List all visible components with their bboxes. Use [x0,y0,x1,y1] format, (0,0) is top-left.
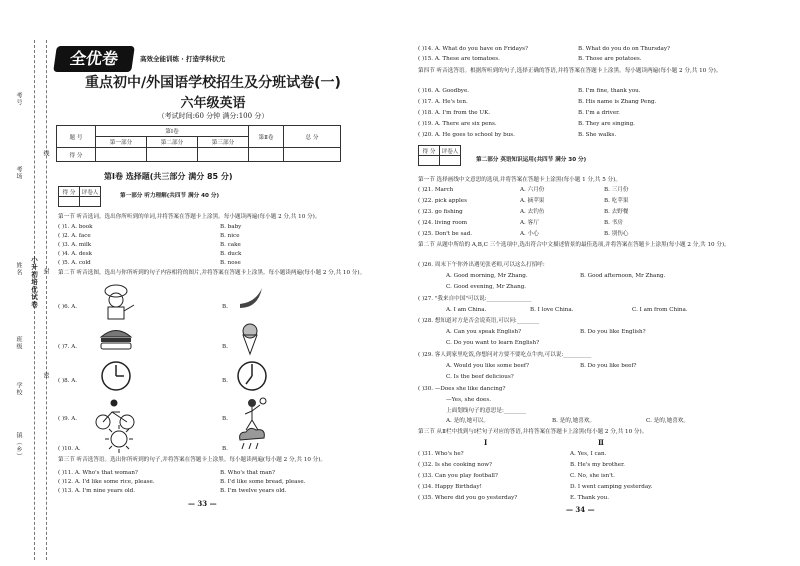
cut-mark-secret: 密 [42,372,49,379]
q30-c: C. 是的,她喜欢。 [646,418,689,424]
q26-stem: ( )26. 周末下午你外出遇见张老师,可以这么打招呼: [418,262,545,268]
exam-time-info: （考试时间:60 分钟 满分:100 分） [157,112,269,120]
score-cell[interactable] [147,148,198,162]
q25-b: B. 别伤心 [604,231,629,237]
q30-reply: —Yes, she does. [446,397,492,403]
cut-mark-seal: 封 [42,268,49,275]
binding-label-school: 学校 [15,382,22,396]
scorer-label-grader: 评卷人 [80,187,101,197]
q25-a: A. 小心 [520,231,539,237]
scorer-box-left [58,186,101,207]
p2-section1-instructions: 第一节 选择画线中文意思的选项,并将答案在答题卡上涂黑(每小题 1 分,共 5 分)。 [418,177,621,183]
q8-label: ( )8. A. [58,378,78,384]
column-head-1: Ⅰ [484,438,488,447]
q32-i: ( )32. Is she cooking now? [418,462,493,468]
q23-stem: ( )23. go fishing [418,209,463,215]
section1-instructions: 第一节 听音选词。选出你所听到的单词,并将答案在答题卡上涂黑。每小题读两遍(每小题 2 分,共 10 分)。 [58,214,321,220]
q28-a: A. Can you speak English? [446,329,522,335]
brand-logo: 全优卷 [53,46,135,72]
q11-a: ( )11. A. Who's that woman? [58,470,138,476]
q24-b: B. 书房 [604,220,623,226]
q7-b-label: B. [222,344,228,350]
score-head-vol1: 第Ⅰ卷 [96,126,249,137]
q22-a: A. 摘苹果 [520,198,545,204]
binding-label-exam-no: 考号 [15,92,22,106]
q31-i: ( )31. Who's he? [418,451,464,457]
q2-a: ( )2. A. face [58,233,91,239]
q27-a: A. I am China. [446,307,487,313]
q24-a: A. 客厅 [520,220,539,226]
q26-c: C. Good evening, Mr Zhang. [446,284,527,290]
q21-b: B. 三月份 [604,187,629,193]
q23-a: A. 去钓鱼 [520,209,545,215]
binding-label-class: 班级 [15,336,22,350]
q29-stem: ( )29. 客人到家里吃饭,你想问对方要不要吃点牛肉,可以说:__________ [418,352,592,358]
q4-b: B. duck [220,251,242,257]
q31-ii: A. Yes, I can. [570,451,607,457]
hamburger-picture [98,324,134,352]
q21-a: A. 六月份 [520,187,545,193]
section2-instructions: 第二节 听音选图。选出与你所听到的句子内容相符的图片,并将答案在答题卡上涂黑。每小题读两遍(每小题 2 分,共 10 分)。 [58,270,366,276]
score-table [56,125,341,162]
q22-b: B. 吃苹果 [604,198,629,204]
q35-i: ( )35. Where did you go yesterday? [418,495,518,501]
q29-a: A. Would you like some beef? [446,363,529,369]
q35-ii: E. Thank you. [570,495,609,501]
score-cell[interactable] [96,148,147,162]
q30-prompt: 上面划线句子的意思是:________ [446,408,527,414]
q16-a: ( )16. A. Goodbye. [418,88,470,94]
q8-b-label: B. [222,378,228,384]
page-number-left: — 33 — [188,499,217,508]
q26-a: A. Good morning, Mr Zhang. [446,273,528,279]
q5-b: B. nose [220,260,241,266]
q7-label: ( )7. A. [58,344,78,350]
q17-b: B. His name is Zhang Peng. [578,99,657,105]
chef-boy-picture [96,283,138,321]
section4-instructions: 第四节 听音选答语。根据所听到的句子,选择正确的答语,并将答案在答题卡上涂黑。每小题读两遍(每小题 2 分,共 10 分)。 [418,68,722,74]
q24-stem: ( )24. living room [418,220,468,226]
q32-ii: B. He's my brother. [570,462,625,468]
cut-mark-line: 线 [42,150,49,157]
brand-slogan: 高效全能训练 · 打造学科状元 [140,55,225,63]
q22-stem: ( )22. pick apples [418,198,467,204]
q14-b: B. What do you do on Thursday? [578,46,671,52]
p2-section3-instructions: 第三节 从Ⅱ栏中找到与Ⅰ栏句子对应的答语,并将答案在答题卡上涂黑(每小题 2 分,共 10 分)。 [418,429,648,435]
page-number-right: — 34 — [566,505,595,514]
score-part2: 第二部分 [147,137,198,148]
score-row-label: 得 分 [57,148,96,162]
score-cell[interactable] [249,148,284,162]
score-head-vol2: 第Ⅱ卷 [249,126,284,148]
q18-b: B. I'm a driver. [578,110,620,116]
rain-cloud-picture [234,426,270,454]
q4-a: ( )4. A. desk [58,251,93,257]
q6-label: ( )6. A. [58,304,78,310]
q9-b-label: B. [222,416,228,422]
q20-a: ( )20. A. He goes to school by bus. [418,132,515,138]
q18-a: ( )18. A. I'm from the UK. [418,110,491,116]
scorer-cell[interactable] [80,197,101,207]
q29-c: C. Is the beef delicious? [446,374,514,380]
q1-a: ( )1. A. book [58,224,93,230]
volume1-heading: 第Ⅰ卷 选择题(共三部分 满分 85 分) [104,172,233,181]
q30-stem: ( )30. —Does she like dancing? [418,386,506,392]
q21-stem: ( )21. March [418,187,454,193]
q25-stem: ( )25. Don't be sad. [418,231,473,237]
column-head-2: Ⅱ [598,438,604,447]
score-head-no: 题 号 [57,126,96,148]
score-part3: 第三部分 [198,137,249,148]
q1-b: B. baby [220,224,242,230]
exam-subject: 六年级英语 [180,96,246,111]
q16-b: B. I'm fine, thank you. [578,88,641,94]
q15-b: B. Those are potatoes. [578,56,642,62]
score-head-total: 总 分 [284,126,341,148]
scorer-box-right [418,145,461,166]
q20-b: B. She walks. [578,132,617,138]
binding-label-town: 镇（乡） [15,432,22,460]
clock-picture-a [100,360,132,392]
q28-stem: ( )28. 想知道对方是否会说英语,可以问:________ [418,318,540,324]
score-cell[interactable] [284,148,341,162]
q28-c: C. Do you want to learn English? [446,340,540,346]
q33-i: ( )33. Can you play football? [418,473,498,479]
scorer-label-score: 得 分 [419,146,440,156]
q27-c: C. I am from China. [632,307,688,313]
q3-b: B. cake [220,242,241,248]
q11-b: B. Who's that man? [220,470,276,476]
q27-stem: ( )27. "我来自中国"可以说:________________ [418,296,532,302]
q12-a: ( )12. A. I'd like some rice, please. [58,479,155,485]
clock-picture-b [236,360,268,392]
q9-label: ( )9. A. [58,416,78,422]
q12-b: B. I'd like some bread, please. [220,479,306,485]
q15-a: ( )15. A. These are tomatoes. [418,56,500,62]
q3-a: ( )3. A. milk [58,242,92,248]
score-part1: 第一部分 [96,137,147,148]
part1-heading: 第一部分 听力理解(共四节 满分 40 分) [120,193,219,199]
q27-b: B. I love China. [530,307,574,313]
q19-a: ( )19. A. There are six pens. [418,121,497,127]
q17-a: ( )17. A. He's ten. [418,99,468,105]
q29-b: B. Do you like beef? [580,363,637,369]
q33-ii: C. No, she isn't. [570,473,615,479]
exam-title: 重点初中/外国语学校招生及分班试卷(一) [85,75,341,91]
q30-a: A. 是的,她可以。 [446,418,489,424]
q23-b: B. 去野餐 [604,209,629,215]
q34-ii: D. I went camping yesterday. [570,484,653,490]
q30-b: B. 是的,她喜欢。 [552,418,596,424]
score-cell[interactable] [198,148,249,162]
binding-label-name: 姓名 [15,262,22,276]
q5-a: ( )5. A. cold [58,260,91,266]
scorer-cell[interactable] [59,197,80,207]
q2-b: B. nice [220,233,240,239]
q6-b-label: B. [222,304,228,310]
section3-instructions: 第三节 听音选答语。选出你所听到的句子,并将答案在答题卡上涂黑。每小题读两遍(每小题 2 分,共 10 分)。 [58,457,327,463]
q14-a: ( )14. A. What do you have on Fridays? [418,46,528,52]
binding-label-room: 考场 [15,166,22,180]
sun-picture [104,424,134,454]
scorer-cell[interactable] [419,156,440,166]
q13-a: ( )13. A. I'm nine years old. [58,488,135,494]
q26-b: B. Good afternoon, Mr Zhang. [580,273,666,279]
binding-line-2 [46,40,47,560]
ice-cream-picture [238,322,262,356]
q10-label: ( )10. A. [58,446,81,452]
q19-b: B. They are singing. [578,121,635,127]
q13-b: B. I'm twelve years old. [220,488,287,494]
binding-school-title: 小升初培优试卷 [30,256,38,309]
p2-section2-instructions: 第二节 从题中所给的 A,B,C 三个选项中,选出符合中文描述情景的最佳选项,并将答案在答题卡上涂黑(每小题 2 分,共 10 分)。 [418,242,730,248]
scorer-label-grader: 评卷人 [440,146,461,156]
q28-b: B. Do you like English? [580,329,646,335]
q10-b-label: B. [222,446,228,452]
banana-picture [236,284,266,312]
scorer-cell[interactable] [440,156,461,166]
scorer-label-score: 得 分 [59,187,80,197]
q34-i: ( )34. Happy Birthday! [418,484,482,490]
part2-heading: 第二部分 英语知识运用(共四节 满分 30 分) [476,157,587,163]
